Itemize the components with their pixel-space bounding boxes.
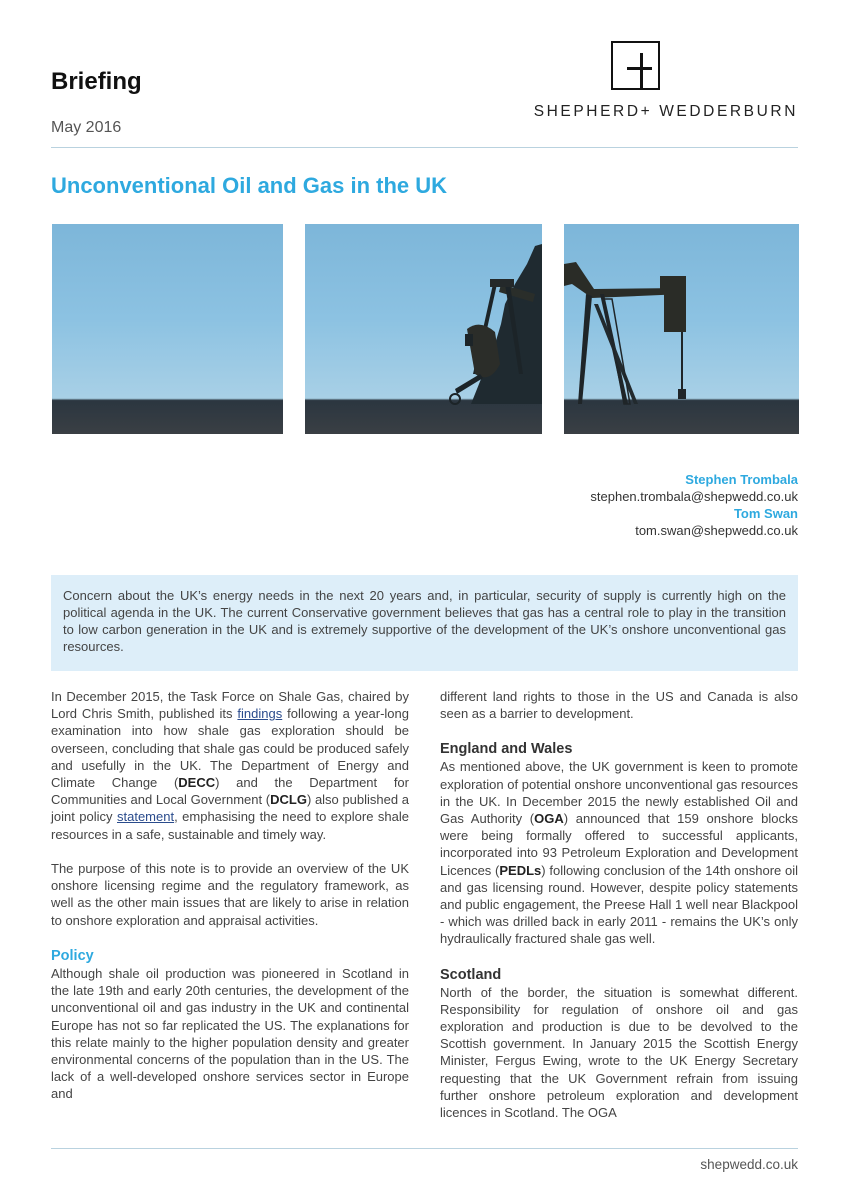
paragraph: The purpose of this note is to provide an overview of the UK onshore licensing regime and the regulatory framework, as well as the other main issues that are likely to arise in relation to onshore exploration and appraisal activities. [51, 861, 409, 928]
paragraph [440, 758, 798, 947]
statement-link[interactable]: statement [117, 809, 175, 825]
paragraph: different land rights to those in the US and Canada is also seen as a barrier to development. [440, 689, 798, 722]
pedls-term: PEDLs [499, 862, 542, 878]
pumpjack-photo-middle [305, 224, 542, 434]
firm-logo-mark [611, 41, 660, 90]
sky-photo-left [52, 224, 283, 434]
text-run: , emphasising the need to explore shale resources in a safe, sustainable and timely way. [51, 809, 409, 842]
pumpjack-photo-right [564, 224, 799, 434]
footer-divider [51, 1148, 798, 1149]
text-run: As mentioned above, the UK government is keen to promote exploration of potential onshore unconventional gas resources in the UK. In December 2015 the newly established Oil and Gas Authority ( [440, 759, 798, 827]
findings-link[interactable]: findings [237, 706, 283, 722]
paragraph [51, 688, 409, 843]
paragraph: North of the border, the situation is somewhat different. Responsibility for regulation of onshore oil and gas exploration and production is due to be devolved to the Scottish government. In January 2015 the Scottish Energy Minister, Fergus Ewing, wrote to the UK Energy Secretary requesting that the UK Government refrain from issuing further onshore petroleum exploration and development licences in Scotland. The OGA [440, 984, 798, 1121]
right-column [440, 688, 798, 1121]
intro-text: Concern about the UK’s energy needs in the next 20 years and, in particular, security of supply is currently high on the political agenda in the UK. The current Conservative government believes that gas has a central role to play in the transition to low carbon generation in the UK and is extremely supportive of the development of the UK’s onshore unconventional gas resources. [63, 588, 786, 654]
section-heading-england-wales: England and Wales [440, 741, 573, 758]
text-run: ) also published a joint policy [51, 792, 409, 825]
text-run: ) announced that 159 onshore blocks were being formally offered to successful applicants, incorporated into 93 Petroleum Exploration and Development Licences ( [440, 811, 798, 878]
text-run: In December 2015, the Task Force on Shale Gas, chaired by Lord Chris Smith, published its [51, 689, 409, 722]
text-run: ) following conclusion of the 14th onshore oil and gas licensing round. However, despite policy statements and public engagement, the Preese Hall 1 well near Blackpool - which was drilled back in early 2011 - remains the UK’s only hydraulically fractured shale gas well. [440, 862, 799, 947]
paragraph: Although shale oil production was pioneered in Scotland in the late 19th and early 20th centuries, the development of the unconventional oil and gas industry in the UK and continental Europe has not so far replicated the US. The explanations for this relate mainly to the higher population density and greater environmental concerns of the population than in the US. The lack of a well-developed onshore services sector in Europe and [51, 966, 409, 1102]
dclg-term: DCLG [270, 792, 307, 808]
document-type-label: Briefing [51, 68, 142, 95]
footer-website[interactable]: shepwedd.co.uk [700, 1157, 798, 1172]
section-heading-policy: Policy [51, 948, 94, 965]
decc-term: DECC [178, 775, 216, 791]
section-heading-scotland: Scotland [440, 966, 502, 983]
intro-box [51, 575, 798, 671]
contact-email[interactable]: stephen.trombala@shepwedd.co.uk [590, 489, 798, 504]
contact-email[interactable]: tom.swan@shepwedd.co.uk [635, 523, 798, 538]
left-column [51, 688, 409, 1103]
publication-date: May 2016 [51, 119, 122, 136]
contact-name: Stephen Trombala [685, 472, 798, 487]
oga-term: OGA [534, 811, 564, 827]
page-title: Unconventional Oil and Gas in the UK [51, 173, 448, 198]
text-run: ) and the Department for Communities and Local Government ( [51, 775, 409, 808]
contact-name: Tom Swan [733, 506, 798, 521]
firm-logo-text: SHEPHERD+ WEDDERBURN [533, 103, 798, 120]
header-divider [51, 147, 798, 148]
text-run: following a year-long examination into how shale gas exploration should be overseen, concluding that shale gas could be produced safely and usefully in the UK. The Department of Energy and Climate Change ( [51, 706, 409, 791]
